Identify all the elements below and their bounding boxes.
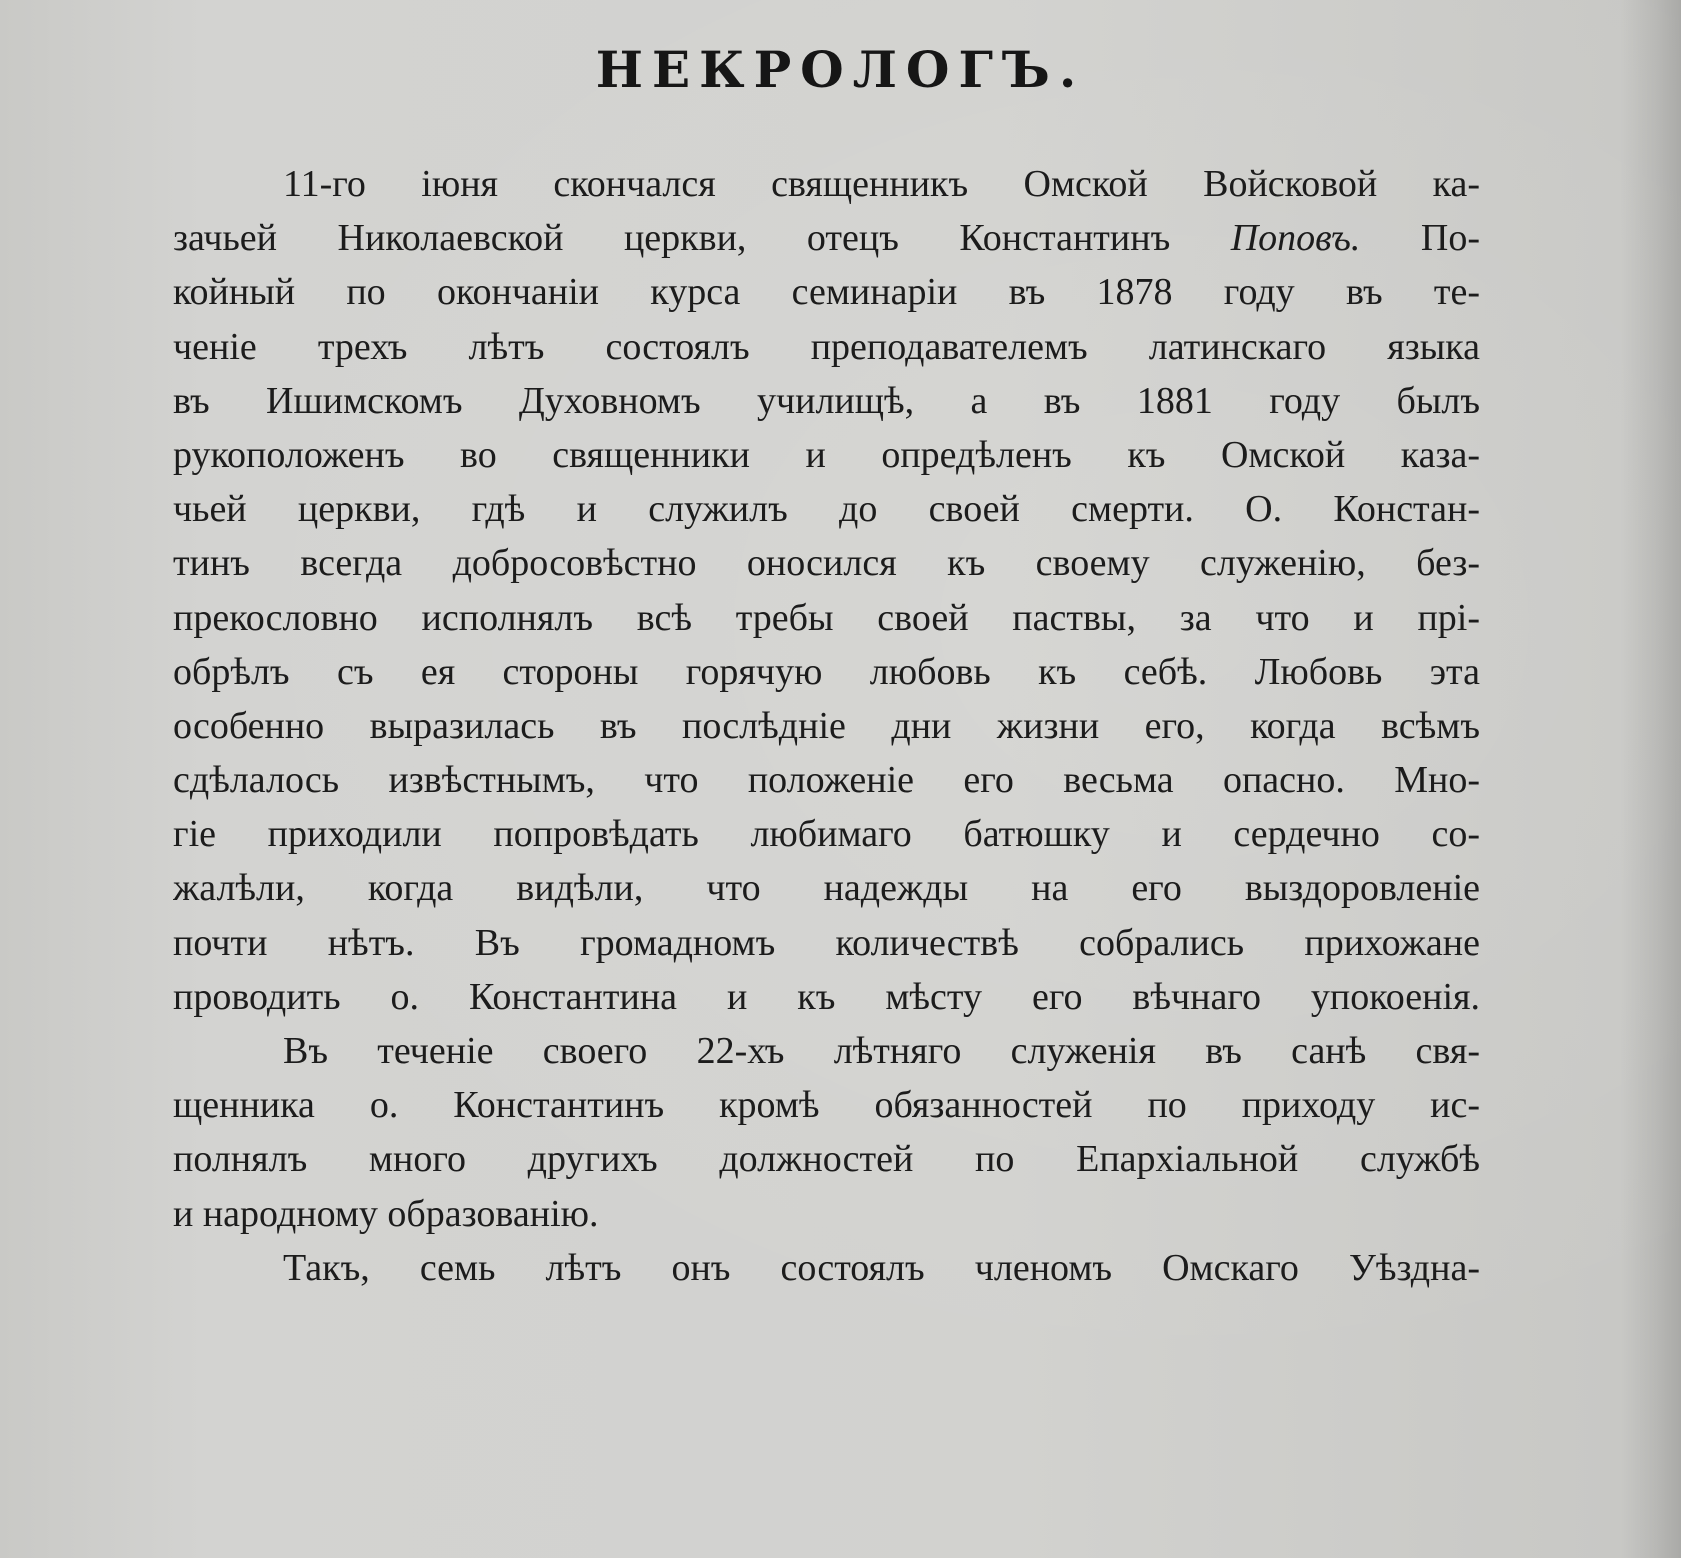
paragraph-2: [173, 1024, 1480, 1241]
text-line: полнялъ много другихъ должностей по Епархіальной службѣ: [173, 1138, 1480, 1181]
page-edge-shadow: [1620, 0, 1681, 1558]
paragraph-3: [173, 1241, 1480, 1295]
text-line: чьей церкви, гдѣ и служилъ до своей смерти. О. Констан-: [173, 488, 1480, 531]
text-line: койный по окончаніи курса семинаріи въ 1878 году въ те-: [173, 271, 1480, 314]
paragraph-1: [173, 157, 1480, 1024]
text-line: почти нѣтъ. Въ громадномъ количествѣ собрались прихожане: [173, 921, 1480, 964]
surname-italic: Поповъ.: [1230, 217, 1361, 260]
text-line: Такъ, семь лѣтъ онъ состоялъ членомъ Омскаго Уѣздна-: [283, 1246, 1480, 1289]
text-fragment: зачьей Николаевской церкви, отецъ Константинъ Поповъ. По-: [173, 217, 1480, 260]
text-line-with-italic-name: [173, 211, 1480, 265]
text-line: и народному образованію.: [173, 1192, 599, 1235]
text-line: рукоположенъ во священники и опредѣленъ къ Омской каза-: [173, 433, 1480, 476]
text-line: жалѣли, когда видѣли, что надежды на его выздоровленіе: [173, 867, 1480, 910]
text-line: ченіе трехъ лѣтъ состоялъ преподавателемъ латинскаго языка: [173, 325, 1480, 368]
page-title: НЕКРОЛОГЪ.: [595, 40, 1086, 99]
text-line: гіе приходили попровѣдать любимаго батюшку и сердечно со-: [173, 813, 1480, 856]
obituary-text: [173, 157, 1480, 1295]
text-line: щенника о. Константинъ кромѣ обязанностей по приходу ис-: [173, 1084, 1480, 1127]
text-line: проводить о. Константина и къ мѣсту его вѣчнаго упокоенія.: [173, 975, 1480, 1018]
text-line: сдѣлалось извѣстнымъ, что положеніе его весьма опасно. Мно-: [173, 759, 1480, 802]
text-line: тинъ всегда добросовѣстно оносился къ своему служенію, без-: [173, 542, 1480, 585]
text-line: Въ теченіе своего 22-хъ лѣтняго служенія въ санѣ свя-: [283, 1030, 1480, 1072]
text-line: обрѣлъ съ ея стороны горячую любовь къ себѣ. Любовь эта: [173, 650, 1480, 693]
text-line: 11-го іюня скончался священникъ Омской Войсковой ка-: [283, 163, 1480, 205]
text-line: особенно выразилась въ послѣдніе дни жизни его, когда всѣмъ: [173, 704, 1480, 747]
text-line: прекословно исполнялъ всѣ требы своей паствы, за что и прі-: [173, 596, 1480, 639]
text-line: въ Ишимскомъ Духовномъ училищѣ, а въ 1881 году былъ: [173, 379, 1480, 422]
